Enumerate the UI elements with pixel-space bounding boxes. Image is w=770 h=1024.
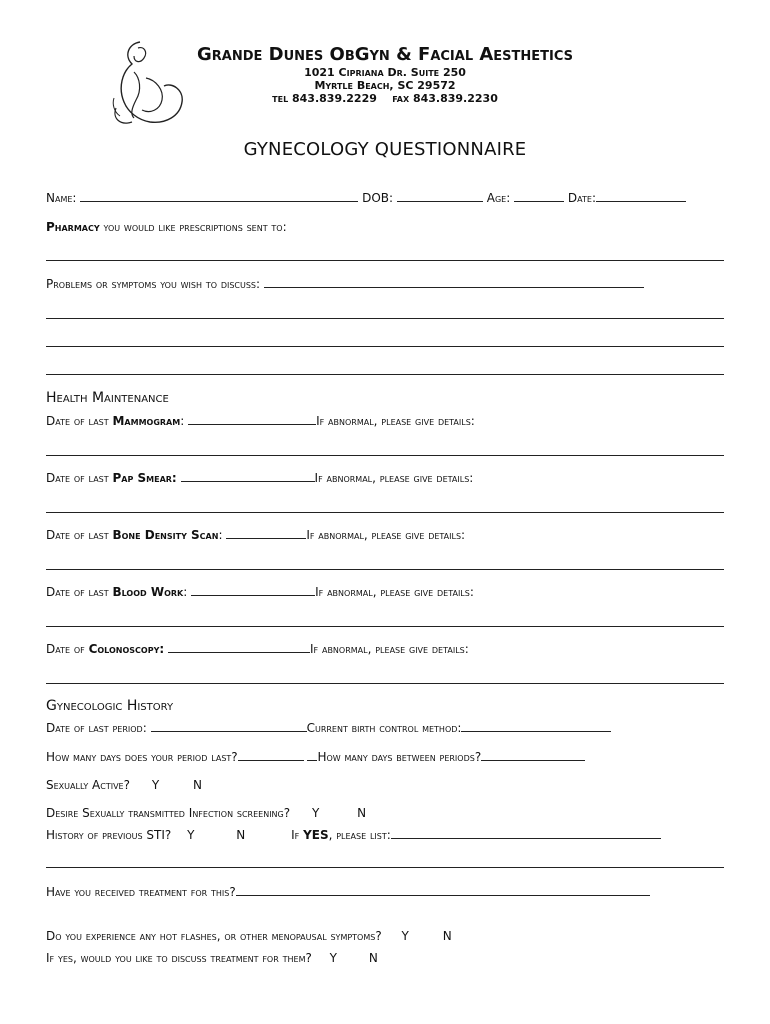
mammogram-label: Mammogram: [112, 414, 181, 428]
hot-flashes-yes[interactable]: Y: [401, 929, 409, 943]
colonoscopy-label: Colonoscopy:: [88, 642, 165, 656]
name-label: Name:: [46, 191, 77, 205]
sexually-active-row: [46, 778, 202, 792]
problems-field[interactable]: [264, 276, 644, 288]
colonoscopy-abnormal-label: If abnormal, please give details:: [310, 642, 469, 656]
discuss-treatment-label: If yes, would you like to discuss treatment for them?: [46, 951, 312, 965]
phone-fax-line: [170, 92, 600, 105]
address-line-1: 1021 Cipriana Dr. Suite 250: [304, 66, 466, 79]
between-periods-label: How many days between periods?: [317, 750, 482, 764]
discuss-treatment-no[interactable]: N: [368, 951, 378, 965]
last-period-field[interactable]: [151, 720, 307, 732]
previous-sti-label: History of previous STI?: [46, 828, 172, 842]
age-label: Age:: [486, 191, 511, 205]
period-length-row: [46, 749, 585, 764]
treatment-field[interactable]: [236, 884, 650, 896]
practice-name: Grande Dunes ObGyn & Facial Aesthetics: [196, 44, 574, 65]
bone-density-label: Bone Density Scan: [112, 528, 219, 542]
between-periods-field[interactable]: [481, 749, 585, 761]
pharmacy-label-rest: you would like prescriptions sent to:: [103, 220, 287, 234]
sti-list-line-2[interactable]: [46, 867, 724, 868]
colonoscopy-row: [46, 641, 469, 656]
problems-label: Problems or symptoms you wish to discuss:: [46, 277, 261, 291]
colonoscopy-prefix: Date of: [46, 642, 85, 656]
treatment-label: Have you received treatment for this?: [46, 885, 236, 899]
problems-line-4[interactable]: [46, 374, 724, 375]
blood-work-details-field[interactable]: [46, 626, 724, 627]
pap-smear-abnormal-label: If abnormal, please give details:: [314, 471, 474, 485]
discuss-treatment-row: [46, 951, 378, 965]
date-label: Date:: [567, 191, 596, 205]
previous-sti-row: [46, 827, 661, 842]
mammogram-row: [46, 413, 475, 428]
yes-bold-label: YES: [303, 828, 329, 842]
period-length-label: How many days does your period last?: [46, 750, 238, 764]
blood-work-abnormal-label: If abnormal, please give details:: [315, 585, 474, 599]
mammogram-abnormal-label: If abnormal, please give details:: [316, 414, 475, 428]
period-length-field-2[interactable]: [307, 749, 317, 761]
pap-smear-prefix: Date of last: [46, 471, 109, 485]
mammogram-date-field[interactable]: [188, 413, 316, 425]
pharmacy-label: Pharmacy: [46, 220, 100, 234]
std-screening-no[interactable]: N: [357, 806, 367, 820]
problems-line-3[interactable]: [46, 346, 724, 347]
address-line-2: Myrtle Beach, SC 29572: [314, 79, 456, 92]
blood-work-label: Blood Work: [112, 585, 184, 599]
bone-density-details-field[interactable]: [46, 569, 724, 570]
please-list-label: , please list:: [328, 828, 391, 842]
pap-smear-date-field[interactable]: [181, 470, 315, 482]
last-period-row: [46, 720, 611, 735]
patient-info-row: [46, 190, 686, 205]
blood-work-prefix: Date of last: [46, 585, 109, 599]
health-maintenance-heading: Health Maintenance: [46, 390, 169, 406]
std-screening-row: [46, 806, 366, 820]
treatment-row: [46, 884, 650, 899]
bone-density-prefix: Date of last: [46, 528, 109, 542]
date-field[interactable]: [596, 190, 686, 202]
dob-field[interactable]: [397, 190, 483, 202]
dob-label: DOB:: [362, 191, 394, 205]
sexually-active-label: Sexually Active?: [46, 778, 130, 792]
problems-line-2[interactable]: [46, 318, 724, 319]
discuss-treatment-yes[interactable]: Y: [329, 951, 338, 965]
hot-flashes-row: [46, 929, 452, 943]
age-field[interactable]: [514, 190, 564, 202]
bone-density-suffix: :: [218, 528, 223, 542]
fax-number: fax 843.839.2230: [392, 92, 498, 105]
pap-smear-label: Pap Smear:: [112, 471, 177, 485]
sexually-active-yes[interactable]: Y: [151, 778, 160, 792]
std-screening-yes[interactable]: Y: [311, 806, 320, 820]
blood-work-row: [46, 584, 474, 599]
last-period-label: Date of last period:: [46, 721, 147, 735]
form-title: GYNECOLOGY QUESTIONNAIRE: [243, 139, 527, 160]
bone-density-abnormal-label: If abnormal, please give details:: [306, 528, 466, 542]
blood-work-suffix: :: [183, 585, 188, 599]
pharmacy-field[interactable]: [46, 260, 724, 261]
bone-density-row: [46, 527, 465, 542]
pharmacy-row: [46, 220, 287, 234]
blood-work-date-field[interactable]: [191, 584, 315, 596]
if-label: If: [291, 828, 300, 842]
gyn-history-heading: Gynecologic History: [46, 698, 174, 714]
pap-smear-details-field[interactable]: [46, 512, 724, 513]
hot-flashes-no[interactable]: N: [442, 929, 452, 943]
previous-sti-yes[interactable]: Y: [187, 828, 195, 842]
period-length-field[interactable]: [238, 749, 304, 761]
phone-number: tel 843.839.2229: [272, 92, 377, 105]
name-field[interactable]: [80, 190, 358, 202]
std-screening-label: Desire Sexually transmitted Infection screening?: [46, 806, 291, 820]
birth-control-label: Current birth control method:: [306, 721, 462, 735]
previous-sti-no[interactable]: N: [236, 828, 246, 842]
mammogram-prefix: Date of last: [46, 414, 109, 428]
sti-list-field[interactable]: [391, 827, 661, 839]
mammogram-suffix: :: [180, 414, 185, 428]
colonoscopy-details-field[interactable]: [46, 683, 724, 684]
problems-row: [46, 276, 644, 291]
bone-density-date-field[interactable]: [226, 527, 306, 539]
sexually-active-no[interactable]: N: [192, 778, 202, 792]
colonoscopy-date-field[interactable]: [168, 641, 310, 653]
hot-flashes-label: Do you experience any hot flashes, or other menopausal symptoms?: [46, 929, 382, 943]
mammogram-details-field[interactable]: [46, 455, 724, 456]
pap-smear-row: [46, 470, 473, 485]
birth-control-field[interactable]: [461, 720, 611, 732]
